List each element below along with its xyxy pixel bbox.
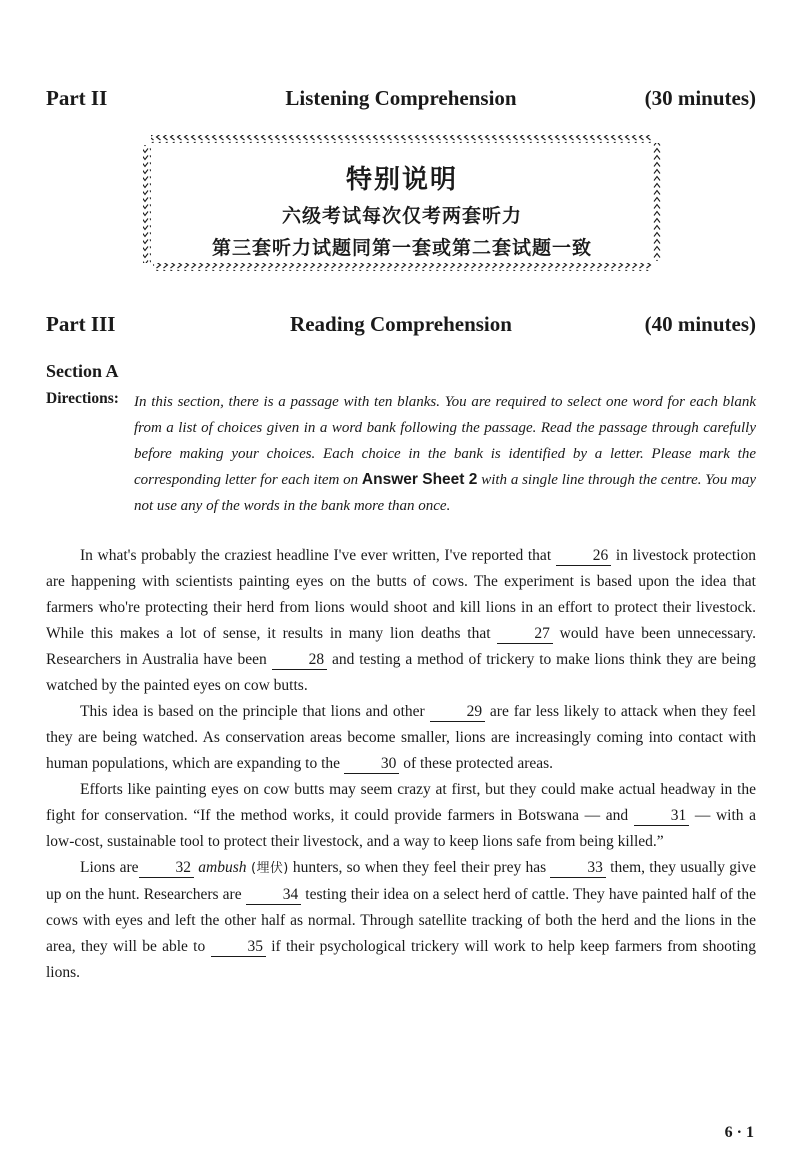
passage-text: — with a low-cost, sustainable tool to protect their livestock, and a way to keep lions safe from being killed.” xyxy=(46,807,756,850)
paragraph-2 xyxy=(46,699,756,777)
blank-32[interactable]: 32 xyxy=(139,859,195,878)
passage-text: are far less likely to attack when they feel they are being watched. As conservation areas become smaller, lions are increasingly coming into contact with human populations, which are expanding to the xyxy=(46,703,756,772)
directions-text-after: with a single line through the centre. You may not use any of the words in the bank more than once. xyxy=(134,472,756,514)
part2-time: (30 minutes) xyxy=(644,86,756,110)
blank-33[interactable]: 33 xyxy=(550,859,606,878)
part3-title: Reading Comprehension xyxy=(290,312,512,336)
part3-label: Part III xyxy=(46,312,116,336)
answer-sheet-ref: Answer Sheet 2 xyxy=(361,471,478,488)
blank-35[interactable]: 35 xyxy=(211,938,267,957)
passage-text: would have been unnecessary. Researchers in Australia have been xyxy=(46,625,756,668)
paragraph-3 xyxy=(46,777,756,855)
ambush-chinese-gloss: (埋伏) xyxy=(246,861,293,876)
passage-text: them, they usually give up on the hunt. Researchers are xyxy=(46,859,756,903)
blank-27[interactable]: 27 xyxy=(497,625,553,644)
blank-26[interactable]: 26 xyxy=(556,547,612,566)
reading-passage xyxy=(46,543,756,986)
part2-label: Part II xyxy=(46,86,108,110)
passage-text: if their psychological trickery will work to help keep farmers from shooting lions. xyxy=(46,938,757,981)
passage-text: of these protected areas. xyxy=(399,755,554,772)
blank-30[interactable]: 30 xyxy=(344,755,400,774)
passage-text: testing their idea on a select herd of cattle. They have painted half of the cows with eyes and left the other half as normal. Through satellite tracking of both the herd and the lions in the area, they will be able to xyxy=(46,886,756,955)
notice-title: 特别说明 xyxy=(345,165,458,195)
page-number: 6 · 1 xyxy=(724,1124,754,1141)
directions-text-before: In this section, there is a passage with ten blanks. You are required to select one word for each blank from a list of choices given in a word bank following the passage. Read the passage through carefully before making your choices. Each choice in the bank is identified by a letter. Please mark the corresponding letter for each item on xyxy=(134,394,756,488)
ambush-term: ambush xyxy=(194,859,247,876)
paragraph-1 xyxy=(46,543,756,699)
part2-title: Listening Comprehension xyxy=(285,86,517,110)
part3-time: (40 minutes) xyxy=(644,312,756,336)
blank-31[interactable]: 31 xyxy=(634,807,690,826)
blank-28[interactable]: 28 xyxy=(272,651,328,670)
passage-text: Lions are xyxy=(80,859,139,876)
special-notice-box xyxy=(141,133,663,273)
passage-text: Efforts like painting eyes on cow butts may seem crazy at first, but they could make actual headway in the fight for conservation. “If the method works, it could provide farmers in Botswana — and xyxy=(46,781,756,824)
directions-text xyxy=(134,389,756,519)
notice-line-1: 六级考试每次仅考两套听力 xyxy=(281,205,522,227)
blank-34[interactable]: 34 xyxy=(246,886,302,905)
passage-text: in livestock protection are happening with scientists painting eyes on the butts of cows. The experiment is based upon the idea that farmers who're protecting their herd from lions would shoot and kill lions in an effort to protect their livestock. While this makes a lot of sense, it results in many lion deaths that xyxy=(46,547,757,642)
directions-label: Directions: xyxy=(46,390,119,407)
notice-line-2: 第三套听力试题同第一套或第二套试题一致 xyxy=(211,237,592,259)
section-a-title: Section A xyxy=(46,361,119,381)
paragraph-4 xyxy=(46,855,756,986)
passage-text: This idea is based on the principle that lions and other xyxy=(80,703,430,720)
blank-29[interactable]: 29 xyxy=(430,703,486,722)
passage-text: hunters, so when they feel their prey has xyxy=(292,859,551,876)
passage-text: In what's probably the craziest headline I've ever written, I've reported that xyxy=(80,547,556,564)
passage-text: and testing a method of trickery to make lions think they are being watched by the painted eyes on cow butts. xyxy=(46,651,756,694)
